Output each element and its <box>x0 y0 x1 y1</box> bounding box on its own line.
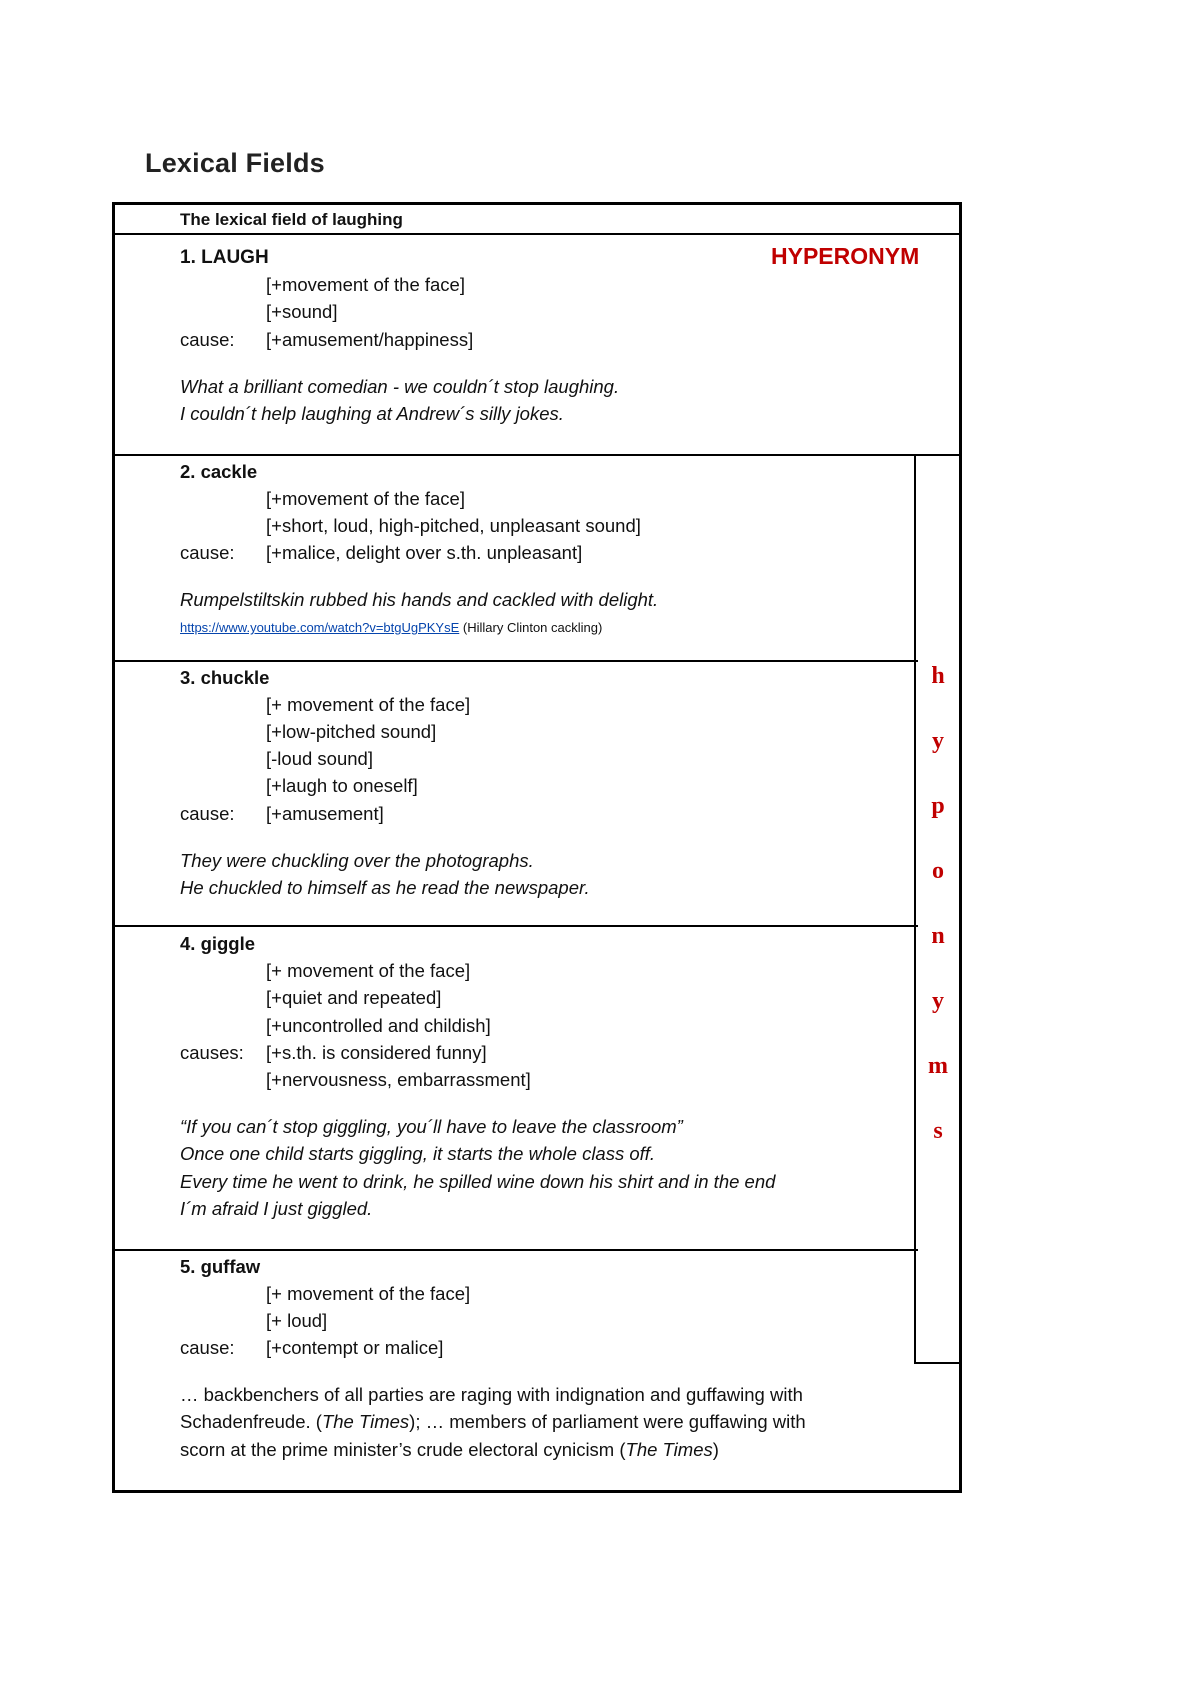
cause-value: [+amusement/happiness] <box>266 329 474 350</box>
video-reference <box>180 612 602 641</box>
feature: [+quiet and repeated] <box>266 987 442 1008</box>
cause-label: cause: <box>180 542 235 563</box>
feature: [+ movement of the face] <box>266 1283 471 1304</box>
quote-line <box>180 1381 803 1408</box>
quote-line <box>180 1408 806 1435</box>
cause-label: cause: <box>180 329 235 350</box>
source-title: The Times <box>321 1411 410 1432</box>
quote-text: ) <box>712 1439 719 1460</box>
feature: [+movement of the face] <box>266 274 465 295</box>
cause-label: cause: <box>180 1337 235 1358</box>
hyponym-letter: m <box>928 1053 948 1079</box>
hyponym-letter: p <box>931 793 945 819</box>
row-divider <box>112 660 918 662</box>
row-divider <box>112 233 962 235</box>
example-sentence: What a brilliant comedian - we couldn´t stop laughing. <box>180 376 620 397</box>
entry-heading-chuckle: 3. chuckle <box>180 667 270 688</box>
example-sentence: “If you can´t stop giggling, you´ll have to leave the classroom” <box>180 1116 683 1137</box>
hyponym-column-right-border <box>959 456 961 1362</box>
entry-heading-laugh: 1. LAUGH <box>180 247 269 268</box>
youtube-link[interactable]: https://www.youtube.com/watch?v=btgUgPKYsE <box>180 620 460 635</box>
feature: [+sound] <box>266 301 338 322</box>
cause-value: [+malice, delight over s.th. unpleasant] <box>266 542 583 563</box>
entry-heading-cackle: 2. cackle <box>180 461 258 482</box>
table-title: The lexical field of laughing <box>180 210 403 229</box>
cause-value: [+contempt or malice] <box>266 1337 444 1358</box>
feature: [+movement of the face] <box>266 488 465 509</box>
feature: [+uncontrolled and childish] <box>266 1015 491 1036</box>
page-title: Lexical Fields <box>145 148 325 178</box>
link-note: (Hillary Clinton cackling) <box>459 620 603 635</box>
cause-label: cause: <box>180 803 235 824</box>
example-sentence: He chuckled to himself as he read the newspaper. <box>180 877 590 898</box>
example-sentence: I couldn´t help laughing at Andrew´s silly jokes. <box>180 403 564 424</box>
example-sentence: I´m afraid I just giggled. <box>180 1198 373 1219</box>
hyponym-column-bottom-border <box>914 1362 962 1364</box>
feature: [+short, loud, high-pitched, unpleasant sound] <box>266 515 641 536</box>
row-divider <box>112 925 918 927</box>
hyponym-letter: n <box>931 923 945 949</box>
hyponym-letter: h <box>931 663 945 689</box>
feature: [+low-pitched sound] <box>266 721 437 742</box>
quote-text: ); … members of parliament were guffawing with <box>409 1411 806 1432</box>
feature: [+ loud] <box>266 1310 328 1331</box>
quote-text: … backbenchers of all parties are raging with indignation and guffawing with <box>180 1384 803 1405</box>
cause-value: [+nervousness, embarrassment] <box>266 1069 531 1090</box>
entry-heading-giggle: 4. giggle <box>180 933 256 954</box>
example-sentence: Rumpelstiltskin rubbed his hands and cackled with delight. <box>180 589 659 610</box>
feature: [+laugh to oneself] <box>266 775 418 796</box>
row-divider <box>112 454 962 456</box>
entry-heading-guffaw: 5. guffaw <box>180 1256 261 1277</box>
hyperonym-label: HYPERONYM <box>771 243 920 269</box>
example-sentence: Every time he went to drink, he spilled wine down his shirt and in the end <box>180 1171 776 1192</box>
cause-value: [+s.th. is considered funny] <box>266 1042 487 1063</box>
hyponym-column-left-border <box>914 456 916 1362</box>
feature: [+ movement of the face] <box>266 694 471 715</box>
hyponym-letter: s <box>933 1118 943 1144</box>
example-sentence: They were chuckling over the photographs. <box>180 850 534 871</box>
source-title: The Times <box>625 1439 713 1460</box>
hyponym-letter: y <box>932 988 944 1014</box>
example-sentence: Once one child starts giggling, it starts the whole class off. <box>180 1143 656 1164</box>
cause-label: causes: <box>180 1042 244 1063</box>
feature: [+ movement of the face] <box>266 960 471 981</box>
feature: [-loud sound] <box>266 748 373 769</box>
hyponym-letter: y <box>932 728 944 754</box>
cause-value: [+amusement] <box>266 803 384 824</box>
hyponym-letter: o <box>932 858 944 884</box>
row-divider <box>112 1249 918 1251</box>
quote-text: Schadenfreude. ( <box>180 1411 322 1432</box>
quote-line <box>180 1436 719 1463</box>
quote-text: scorn at the prime minister’s crude electoral cynicism ( <box>180 1439 626 1460</box>
